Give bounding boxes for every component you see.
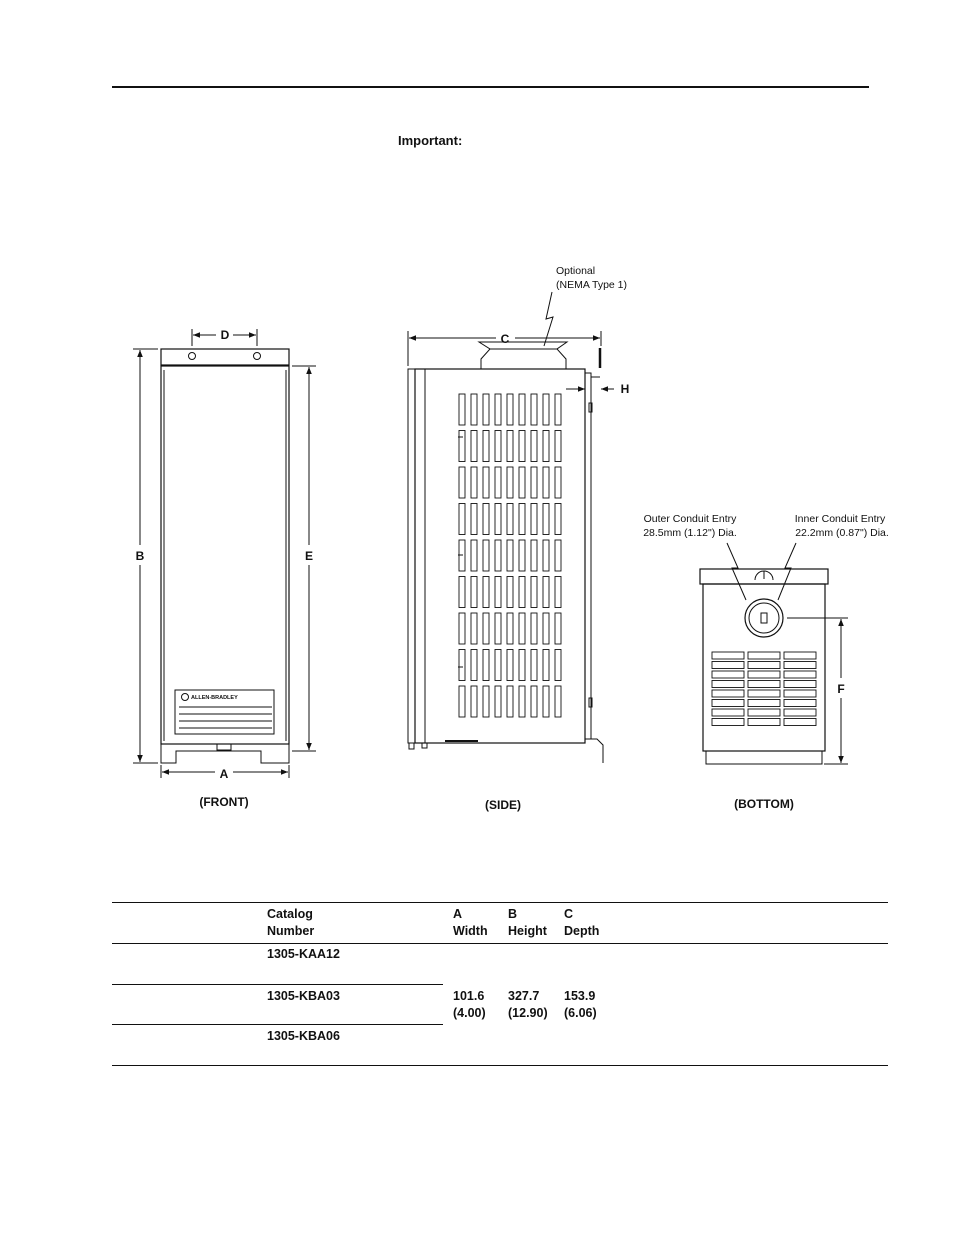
inner-conduit-entry (749, 603, 779, 633)
vent-slot (543, 504, 549, 535)
grille-slot (712, 709, 744, 716)
callout-outer-line2: 28.5mm (1.12") Dia. (643, 527, 737, 539)
view-label-bottom: (BOTTOM) (734, 797, 794, 811)
grille-slot (784, 662, 816, 669)
vent-slot (519, 613, 525, 644)
vent-slot (471, 613, 477, 644)
vent-slot (543, 650, 549, 681)
bottom-view (700, 543, 848, 764)
vent-slot (459, 613, 465, 644)
vent-slot (519, 577, 525, 608)
vent-slot (483, 650, 489, 681)
vent-slot (519, 394, 525, 425)
callout-optional-line2: (NEMA Type 1) (556, 279, 627, 291)
vent-slot (495, 504, 501, 535)
table-row-rule (112, 984, 443, 985)
grille-slot (712, 671, 744, 678)
front-view (133, 329, 316, 778)
dim-label-f: F (837, 682, 845, 696)
dim-label-b: B (135, 549, 145, 563)
vent-slot (495, 540, 501, 571)
vent-slot (483, 613, 489, 644)
vent-slot (459, 431, 465, 462)
callout-optional-line1: Optional (556, 265, 596, 277)
nameplate-brand: ALLEN-BRADLEY (191, 695, 238, 701)
vent-slot (543, 613, 549, 644)
table-header-rule (112, 943, 888, 944)
vent-slot (555, 650, 561, 681)
vent-slot (531, 686, 537, 717)
grille-slot (712, 662, 744, 669)
vent-slot (531, 540, 537, 571)
grille-slot (748, 690, 780, 697)
vent-slot (495, 431, 501, 462)
vent-slot (543, 577, 549, 608)
vent-slot (471, 540, 477, 571)
vent-slot (519, 431, 525, 462)
vent-slot (483, 431, 489, 462)
vent-slot (507, 577, 513, 608)
vent-slot (507, 467, 513, 498)
vent-slot (495, 577, 501, 608)
vent-slot (531, 431, 537, 462)
vent-slot (531, 613, 537, 644)
callout-inner-line1: Inner Conduit Entry (794, 513, 886, 525)
vent-slot (507, 650, 513, 681)
dim-label-a: A (219, 767, 229, 781)
vent-slot (459, 686, 465, 717)
vent-slot (459, 504, 465, 535)
vent-slot (459, 650, 465, 681)
vent-slot (507, 504, 513, 535)
header-c-depth: C Depth (564, 907, 600, 938)
vent-slot (531, 504, 537, 535)
vent-slot (543, 431, 549, 462)
dim-label-d: D (220, 328, 230, 342)
vent-slot (555, 504, 561, 535)
callout-inner-line2: 22.2mm (0.87") Dia. (795, 527, 889, 539)
vent-slot (459, 467, 465, 498)
vent-slot (531, 650, 537, 681)
vent-slot (483, 577, 489, 608)
vent-slot (507, 686, 513, 717)
vent-slot (555, 467, 561, 498)
catalog-number-cell: 1305-KBA06 (267, 1029, 340, 1043)
vent-slot (495, 686, 501, 717)
vent-slot (519, 650, 525, 681)
dim-label-e: E (304, 549, 314, 563)
catalog-number-cell: 1305-KBA03 (267, 989, 340, 1003)
vent-slot (471, 467, 477, 498)
grille-slot (784, 709, 816, 716)
header-catalog-number: Catalog Number (267, 907, 315, 938)
grille-slot (748, 719, 780, 726)
dim-label-h: H (620, 382, 630, 396)
vent-slot (495, 613, 501, 644)
dim-label-c: C (500, 332, 510, 346)
header-a-width: A Width (453, 907, 488, 938)
grille-slot (784, 671, 816, 678)
grille-slot (712, 719, 744, 726)
important-label: Important: (398, 133, 463, 148)
grille-slot (784, 719, 816, 726)
vent-slot (459, 577, 465, 608)
vent-slot (519, 504, 525, 535)
view-label-front: (FRONT) (199, 795, 249, 809)
grille-slot (748, 709, 780, 716)
vent-slot (507, 394, 513, 425)
vent-slot (555, 540, 561, 571)
vent-slot (483, 686, 489, 717)
vent-slot (519, 540, 525, 571)
vent-slot (459, 394, 465, 425)
catalog-number-cell: 1305-KAA12 (267, 947, 340, 961)
view-label-side: (SIDE) (485, 798, 521, 812)
vent-slot (531, 577, 537, 608)
vent-slot (495, 394, 501, 425)
vent-slot (471, 686, 477, 717)
vent-slot (483, 540, 489, 571)
grille-slot (784, 681, 816, 688)
table-row-rule (112, 1024, 443, 1025)
callout-outer-line1: Outer Conduit Entry (643, 513, 737, 525)
grille-slot (748, 700, 780, 707)
vent-slot (555, 394, 561, 425)
grille-slot (748, 652, 780, 659)
grille-slot (712, 700, 744, 707)
grille-slot (712, 681, 744, 688)
grille-slot (748, 681, 780, 688)
vent-slot (471, 394, 477, 425)
vent-slot (519, 686, 525, 717)
vent-slot (543, 686, 549, 717)
vent-slot (555, 613, 561, 644)
vent-slot (543, 467, 549, 498)
vent-slot (555, 686, 561, 717)
value-a-width: 101.6 (4.00) (453, 989, 486, 1020)
vent-slot (507, 540, 513, 571)
outer-conduit-entry (745, 599, 783, 637)
vent-slot (555, 431, 561, 462)
value-c-depth: 153.9 (6.06) (564, 989, 597, 1020)
vent-slot (471, 577, 477, 608)
vent-slot (543, 540, 549, 571)
grille-slot (784, 690, 816, 697)
grille-slot (712, 652, 744, 659)
vent-slot (483, 394, 489, 425)
vent-slots (459, 394, 561, 717)
grille-slot (748, 662, 780, 669)
vent-slot (519, 467, 525, 498)
vent-slot (483, 504, 489, 535)
grille-slot (784, 700, 816, 707)
vent-slot (471, 504, 477, 535)
vent-slot (555, 577, 561, 608)
side-view (408, 292, 614, 763)
grille-slot (748, 671, 780, 678)
vent-slot (483, 467, 489, 498)
bottom-grille (712, 652, 816, 726)
vent-slot (471, 431, 477, 462)
vent-slot (471, 650, 477, 681)
vent-slot (495, 650, 501, 681)
vent-slot (507, 431, 513, 462)
dimensions-table (112, 902, 888, 1066)
vent-slot (495, 467, 501, 498)
vent-slot (531, 467, 537, 498)
header-b-height: B Height (508, 907, 547, 938)
vent-slot (543, 394, 549, 425)
grille-slot (784, 652, 816, 659)
value-b-height: 327.7 (12.90) (508, 989, 548, 1020)
vent-slot (531, 394, 537, 425)
vent-slot (507, 613, 513, 644)
grille-slot (712, 690, 744, 697)
